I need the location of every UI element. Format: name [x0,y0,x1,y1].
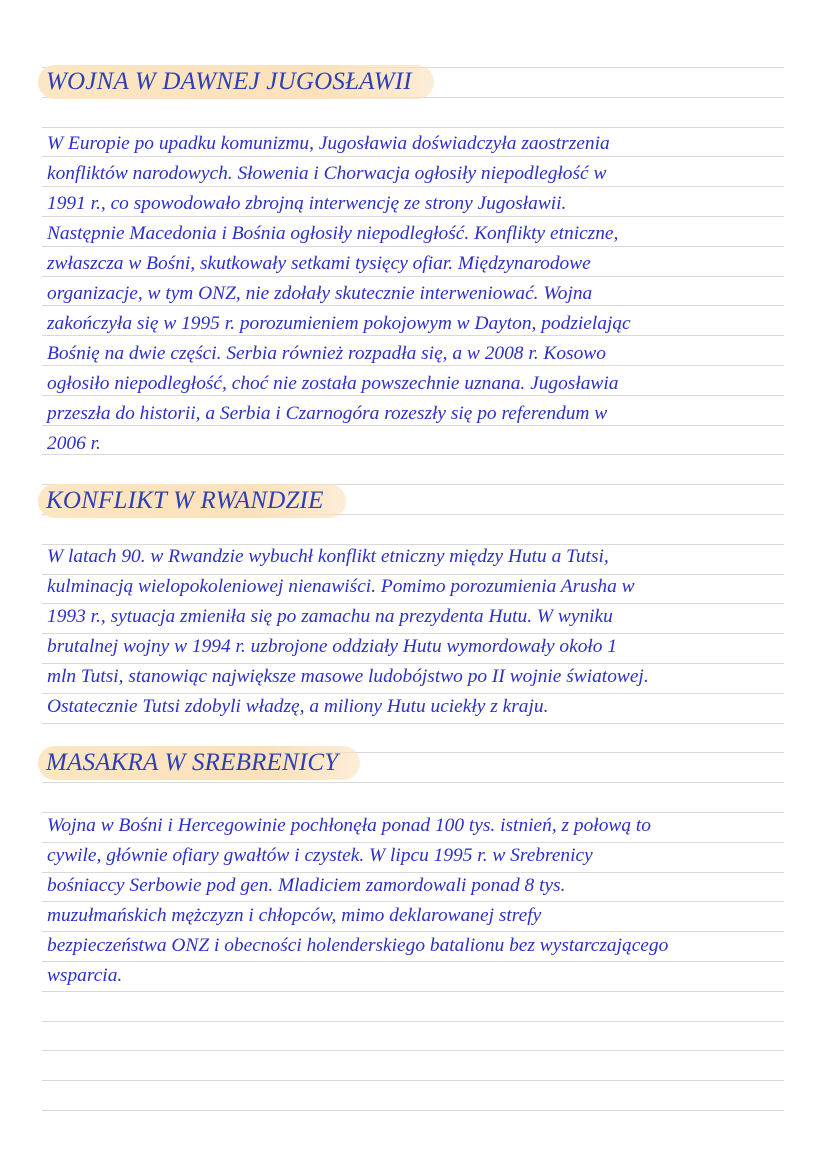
text-line: Ostatecznie Tutsi zdobyli władzę, a miliony Hutu uciekły z kraju. [47,696,549,717]
text-line: bośniaccy Serbowie pod gen. Mladiciem zamordowali ponad 8 tys. [47,875,566,896]
text-line: cywile, głównie ofiary gwałtów i czystek. W lipcu 1995 r. w Srebrenicy [47,845,593,866]
ruled-line [42,1021,784,1022]
section-heading-rwanda: KONFLIKT W RWANDZIE [38,484,346,518]
text-line: ogłosiło niepodległość, choć nie została powszechnie uznana. Jugosławia [47,373,619,394]
text-line: zwłaszcza w Bośni, skutkowały setkami tysięcy ofiar. Międzynarodowe [47,253,591,274]
text-line: muzułmańskich mężczyzn i chłopców, mimo deklarowanej strefy [47,905,542,926]
text-line: zakończyła się w 1995 r. porozumieniem pokojowym w Dayton, podzielając [47,313,631,334]
text-line: wsparcia. [47,965,123,986]
section-text-srebrenica [47,811,787,991]
section-heading-yugoslavia: WOJNA W DAWNEJ JUGOSŁAWII [38,65,434,99]
ruled-line [42,723,784,724]
text-line: W latach 90. w Rwandzie wybuchł konflikt etniczny między Hutu a Tutsi, [47,546,609,567]
text-line: brutalnej wojny w 1994 r. uzbrojone oddziały Hutu wymordowały około 1 [47,636,618,657]
ruled-line [42,991,784,992]
text-line: przeszła do historii, a Serbia i Czarnogóra rozeszły się po referendum w [47,403,608,424]
text-line: 1993 r., sytuacja zmieniła się po zamachu na prezydenta Hutu. W wyniku [47,606,613,627]
section-text-yugoslavia [47,129,787,459]
ruled-line [42,1080,784,1081]
text-line: W Europie po upadku komunizmu, Jugosławia doświadczyła zaostrzenia [47,133,610,154]
text-line: 2006 r. [47,433,101,454]
text-line: mln Tutsi, stanowiąc największe masowe ludobójstwo po II wojnie światowej. [47,666,649,687]
text-line: Wojna w Bośni i Hercegowinie pochłonęła ponad 100 tys. istnień, z połową to [47,815,651,836]
ruled-line [42,782,784,783]
text-line: organizacje, w tym ONZ, nie zdołały skutecznie interweniować. Wojna [47,283,593,304]
text-line: konfliktów narodowych. Słowenia i Chorwacja ogłosiły niepodległość w [47,163,607,184]
text-line: bezpieczeństwa ONZ i obecności holenderskiego batalionu bez wystarczającego [47,935,669,956]
ruled-line [42,1110,784,1111]
text-line: kulminacją wielopokoleniowej nienawiści. Pomimo porozumienia Arusha w [47,576,635,597]
ruled-line [42,1050,784,1051]
text-line: Następnie Macedonia i Bośnia ogłosiły niepodległość. Konflikty etniczne, [47,223,619,244]
section-heading-srebrenica: MASAKRA W SREBRENICY [38,746,360,780]
text-line: 1991 r., co spowodowało zbrojną interwencję ze strony Jugosławii. [47,193,567,214]
text-line: Bośnię na dwie części. Serbia również rozpadła się, a w 2008 r. Kosowo [47,343,606,364]
section-text-rwanda [47,542,787,722]
ruled-line [42,127,784,128]
